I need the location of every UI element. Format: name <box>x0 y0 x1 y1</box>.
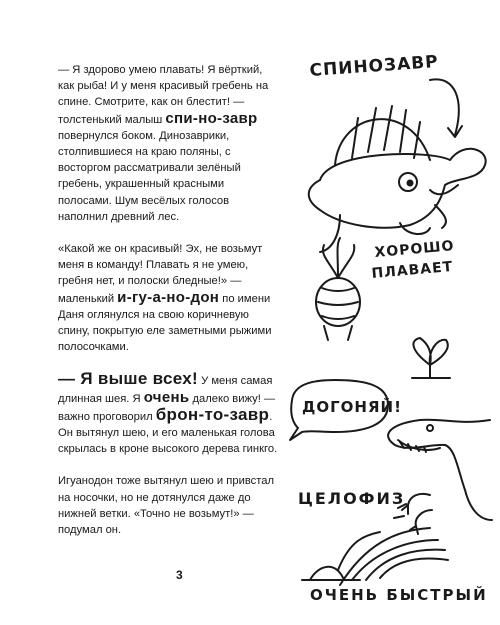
arrow-to-spinosaurus <box>430 79 459 135</box>
p3-emphasis-very: очень <box>143 388 190 406</box>
label-spinosaurus: СПИНОЗАВР <box>308 52 440 81</box>
p2-text-b: по имени Даня оглянулся на свою коричневую спину, покрытую еле заметными рыжими полосочками. <box>58 292 272 354</box>
label-coelophysis: ЦЕЛОФИЗ <box>298 489 406 508</box>
p3-text-a: У меня самая длинная шея. Я <box>58 375 273 405</box>
paragraph-3 <box>58 371 280 457</box>
label-catch-me: ДОГОНЯЙ! <box>302 398 402 416</box>
p3-text-c: . Он вытянул шею, и его маленькая голова скрылась в кроне высокого дерева гинкго. <box>58 410 278 456</box>
label-very-fast: ОЧЕНЬ БЫСТРЫЙ <box>310 586 488 604</box>
spinosaurus-drawing <box>309 106 486 252</box>
bush-drawing <box>316 238 360 340</box>
p2-text-a: «Какой же он красивый! Эх, не возьмут меня в команду! Плавать я не умею, гребня нет, и полоски бледные!» — маленький <box>58 243 263 305</box>
page-number: 3 <box>176 568 183 582</box>
p1-emphasis-spinosaurus: спи-но-завр <box>165 109 258 127</box>
p2-emphasis-iguanodon: и-гу-а-но-дон <box>117 288 220 306</box>
p3-text-b: далеко вижу! — важно проговорил <box>58 392 276 423</box>
main-text <box>58 62 280 554</box>
small-plant-drawing <box>412 338 450 378</box>
p3-emphasis-tallest: — Я выше всех! <box>58 369 199 389</box>
p3-emphasis-brontosaurus: брон-то-завр <box>155 404 270 424</box>
paragraph-2 <box>58 241 280 355</box>
label-swims-well-2: ПЛАВАЕТ <box>370 258 454 282</box>
p1-text-b: повернулся боком. Динозаврики, столпившиеся на краю поляны, с восторгом рассматривали зелёный гребень, украшенный красными полосами. Шум весёлых голосов наполнил древний лес. <box>58 129 241 223</box>
paragraph-4: Игуанодон тоже вытянул шею и привстал на носочки, но не дотянулся даже до нижней ветки. «Точно не возьмут!» — подумал он. <box>58 475 274 537</box>
illustrations <box>280 40 495 615</box>
paragraph-1 <box>58 62 280 225</box>
fern-drawing <box>338 528 448 585</box>
label-swims-well-1: ХОРОШО <box>373 238 456 261</box>
p1-text-a: — Я здорово умею плавать! Я вёрткий, как рыба! И у меня красивый гребень на спине. Смотрите, как он блестит! — толстенький малыш <box>58 64 269 126</box>
